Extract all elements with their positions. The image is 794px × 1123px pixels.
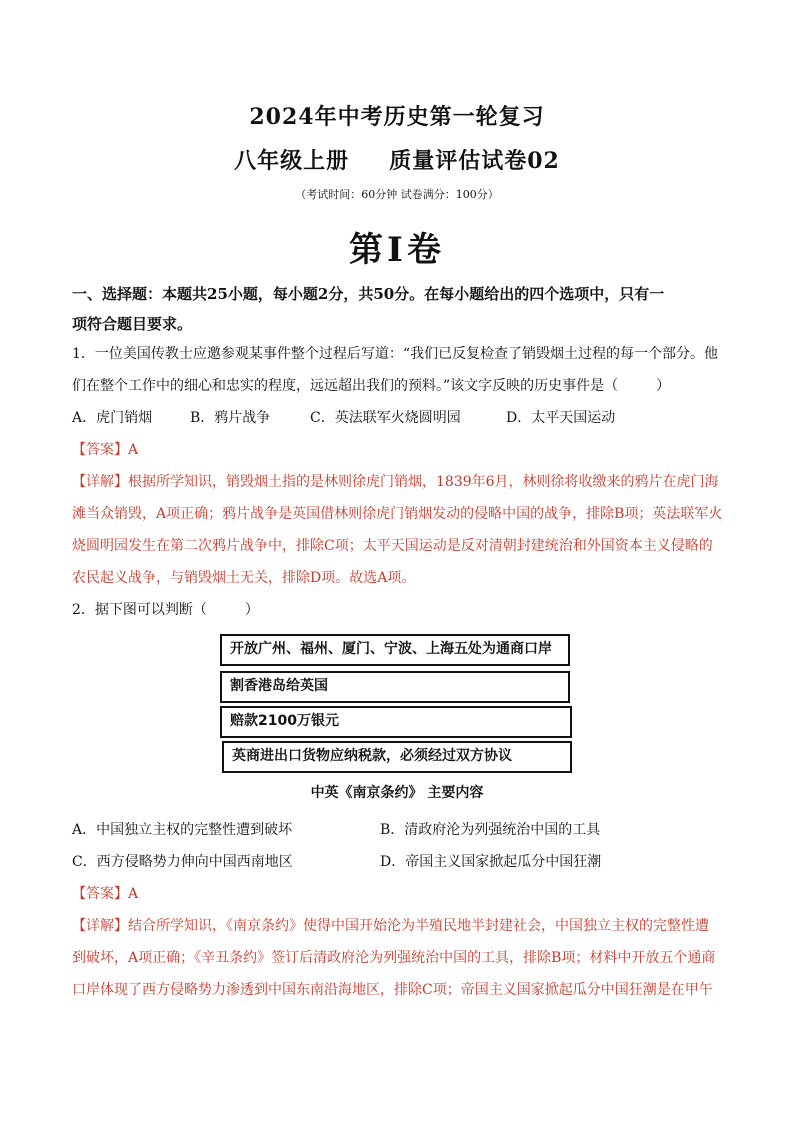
q1-detail-label: 【详解】	[72, 474, 128, 490]
q1-answer: 【答案】A	[72, 442, 139, 458]
q2-stem-end: ）	[244, 602, 259, 618]
subtitle-exam: 质量评估试卷02	[389, 148, 560, 174]
q2-detail-label: 【详解】	[72, 918, 128, 934]
page-subtitle	[0, 144, 794, 175]
treaty-box-3: 赔款2100万银元	[220, 706, 572, 738]
figure-caption: 中英《南京条约》 主要内容	[310, 785, 484, 801]
q1-detail-line4: 农民起义战争，与销毁烟土无关，排除D项。故选A项。	[72, 570, 416, 586]
q2-detail-line3: 口岸体现了西方侵略势力渗透到中国东南沿海地区，排除C项；帝国主义国家掀起瓜分中国狂潮是在甲午	[72, 982, 713, 998]
q1-stem-line2	[72, 376, 724, 396]
page-title: 2024年中考历史第一轮复习	[249, 104, 545, 130]
q2-detail-line1	[72, 916, 724, 936]
q2-option-d: D．帝国主义国家掀起瓜分中国狂潮	[380, 854, 602, 870]
q1-detail-line2: 滩当众销毁，A项正确；鸦片战争是英国借林则徐虎门销烟发动的侵略中国的战争，排除B项；英法联军火	[72, 506, 723, 522]
q1-option-a: A．虎门销烟	[72, 410, 153, 426]
q2-option-b: B．清政府沦为列强统治中国的工具	[380, 822, 601, 838]
q1-option-c: C．英法联军火烧圆明园	[310, 410, 461, 426]
q1-option-d: D．太平天国运动	[506, 410, 616, 426]
q2-stem-text: 2．据下图可以判断（	[72, 602, 207, 618]
q2-option-c: C．西方侵略势力伸向中国西南地区	[72, 854, 293, 870]
q2-detail-text1: 结合所学知识，《南京条约》使得中国开始沦为半殖民地半封建社会，中国独立主权的完整性遭	[128, 918, 709, 934]
section-instruction-line2: 项符合题目要求。	[72, 315, 193, 333]
q2-stem	[72, 600, 724, 620]
q1-detail-line3: 烧圆明园发生在第二次鸦片战争中，排除C项；太平天国运动是反对清朝封建统治和外国资本主义侵略的	[72, 538, 713, 554]
q1-detail-line1	[72, 472, 724, 492]
treaty-box-2: 割香港岛给英国	[220, 671, 570, 703]
q2-option-a: A．中国独立主权的完整性遭到破坏	[72, 822, 293, 838]
subtitle-grade: 八年级上册	[234, 148, 350, 174]
q1-stem-line1: 1．一位美国传教士应邀参观某事件整个过程后写道：“我们已反复检查了销毁烟土过程的每一个部分。他	[72, 346, 719, 362]
q2-detail-line2: 到破坏，A项正确；《辛丑条约》签订后清政府沦为列强统治中国的工具，排除B项；材料中开放五个通商	[72, 950, 716, 966]
q1-stem-end: ）	[656, 378, 671, 394]
volume-heading: 第Ⅰ卷	[349, 230, 445, 270]
q1-detail-text1: 根据所学知识，销毁烟土指的是林则徐虎门销烟，1839年6月，林则徐将收缴来的鸦片在虎门海	[128, 474, 719, 490]
treaty-box-1: 开放广州、福州、厦门、宁波、上海五处为通商口岸	[220, 634, 570, 666]
q2-answer: 【答案】A	[72, 886, 139, 902]
treaty-box-4: 英商进出口货物应纳税款，必须经过双方协议	[222, 741, 572, 773]
q1-stem-text: 们在整个工作中的细心和忠实的程度，远远超出我们的预料。”该文字反映的历史事件是（	[72, 378, 619, 394]
q1-option-b: B．鸦片战争	[190, 410, 271, 426]
exam-info: （考试时间：60分钟 试卷满分：100分）	[295, 188, 499, 201]
section-instruction-line1: 一、选择题：本题共25小题，每小题2分，共50分。在每小题给出的四个选项中，只有一	[72, 285, 665, 303]
